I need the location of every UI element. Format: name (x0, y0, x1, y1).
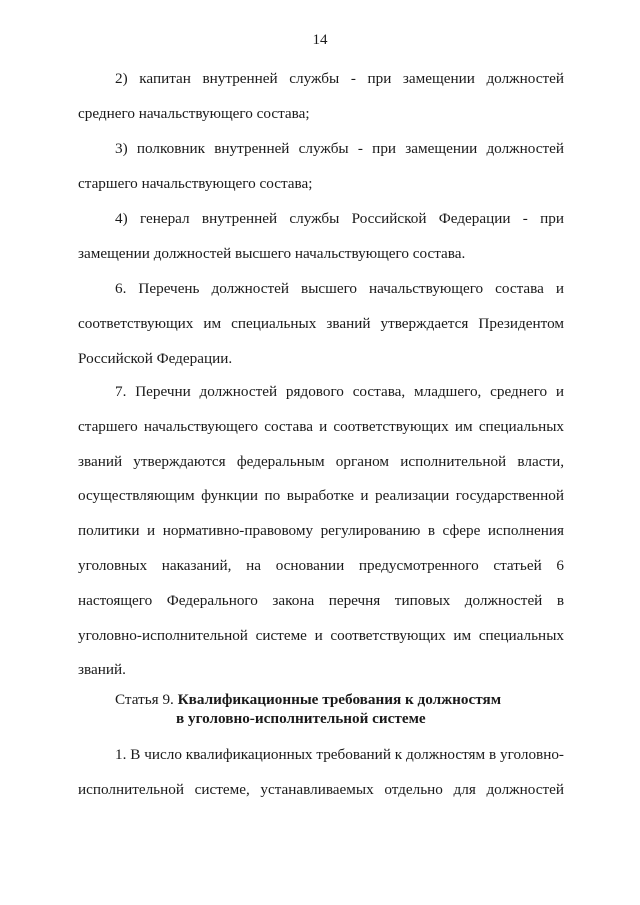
article-9-heading-row-1 (78, 690, 564, 709)
paragraph-6-line-1: 6. Перечень должностей высшего начальствующего состава и (115, 280, 564, 297)
article-9-prefix: Статья 9. (115, 691, 178, 708)
paragraph-7-line-7: настоящего Федерального закона перечня типовых должностей в (78, 591, 564, 609)
list-item-3 (78, 132, 564, 202)
article-9-title-line-1: Квалификационные требования к должностям (177, 691, 502, 708)
list-item-2-line-1: 2) капитан внутренней службы - при замещении должностей (115, 70, 564, 87)
paragraph-7-line-1: 7. Перечни должностей рядового состава, младшего, среднего и (115, 383, 564, 400)
paragraph-6-line-3: Российской Федерации. (78, 349, 233, 367)
list-item-2-line-2: среднего начальствующего состава; (78, 104, 310, 122)
paragraph-6-line-2: соответствующих им специальных званий утверждается Президентом (78, 314, 564, 332)
list-item-3-line-2: старшего начальствующего состава; (78, 174, 313, 192)
paragraph-7-line-4: осуществляющим функции по выработке и реализации государственной (78, 487, 564, 505)
paragraph-7 (78, 375, 564, 688)
paragraph-7-line-3: званий утверждаются федеральным органом исполнительной власти, (78, 452, 564, 470)
page-number: 14 (312, 32, 328, 48)
list-item-4-line-2: замещении должностей высшего начальствующего состава. (78, 244, 466, 262)
article-9-title-line-2: в уголовно-исполнительной системе (176, 710, 426, 727)
paragraph-7-line-9: званий. (78, 661, 126, 679)
paragraph-7-line-6: уголовных наказаний, на основании предусмотренного статьей 6 (78, 556, 564, 574)
paragraph-7-line-2: старшего начальствующего состава и соответствующих им специальных (78, 417, 564, 435)
article-9-paragraph-1-line-1: 1. В число квалификационных требований к должностям в уголовно- (115, 746, 564, 763)
list-item-3-line-1: 3) полковник внутренней службы - при замещении должностей (115, 140, 564, 157)
list-item-4 (78, 202, 564, 272)
article-9-heading (78, 690, 564, 728)
paragraph-7-line-8: уголовно-исполнительной системе и соответствующих им специальных (78, 626, 564, 644)
paragraph-6 (78, 272, 564, 376)
paragraph-7-line-5: политики и нормативно-правовому регулированию в сфере исполнения (78, 522, 564, 540)
list-item-4-line-1: 4) генерал внутренней службы Российской Федерации - при (115, 210, 564, 227)
list-item-2 (78, 62, 564, 132)
article-9-paragraph-1-line-2: исполнительной системе, устанавливаемых отдельно для должностей (78, 780, 564, 798)
article-9-paragraph-1 (78, 738, 564, 808)
